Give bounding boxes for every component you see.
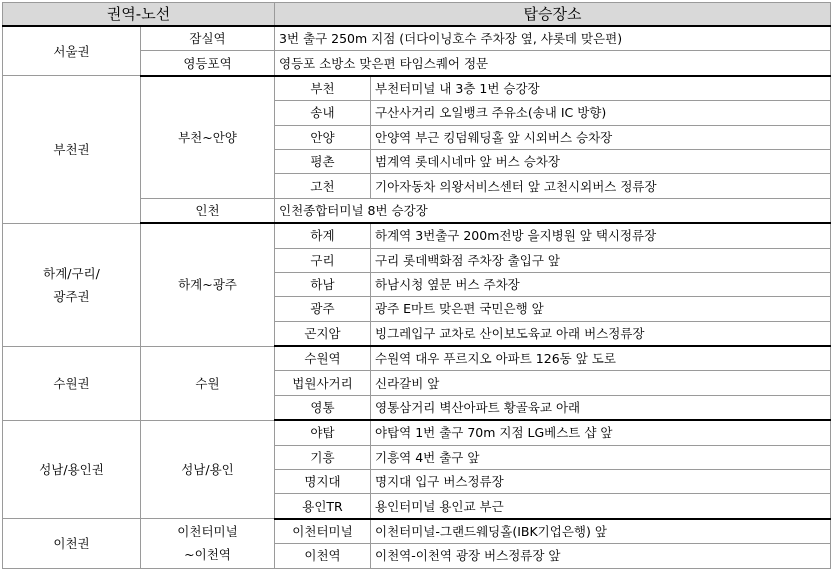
place-cell: 부천터미널 내 3층 1번 승강장 [371, 76, 831, 101]
place-cell: 빙그레입구 교차로 산이보도육교 아래 버스정류장 [371, 321, 831, 346]
route-hagye-gwangju: 하계~광주 [141, 223, 275, 346]
place-cell: 광주 E마트 맞은편 국민은행 앞 [371, 297, 831, 321]
stop-cell: 안양 [275, 125, 371, 149]
place-cell: 구리 롯데백화점 주차장 출입구 앞 [371, 248, 831, 272]
stop-cell: 구리 [275, 248, 371, 272]
region-hagye-guri-gwangju [3, 223, 141, 346]
place-cell: 야탑역 1번 출구 70m 지점 LG베스트 샵 앞 [371, 420, 831, 445]
place-cell: 신라갈비 앞 [371, 371, 831, 395]
place-cell: 기흥역 4번 출구 앞 [371, 445, 831, 469]
header-region-route: 권역-노선 [3, 3, 275, 27]
place-cell: 기아자동차 의왕서비스센터 앞 고천시외버스 정류장 [371, 174, 831, 198]
place-cell: 하남시청 옆문 버스 주차장 [371, 272, 831, 296]
table-row [3, 519, 831, 544]
place-cell: 3번 출구 250m 지점 (더다이닝호수 주차장 옆, 샤롯데 맞은편) [275, 26, 831, 51]
stop-cell: 고천 [275, 174, 371, 198]
place-cell: 명지대 입구 버스정류장 [371, 470, 831, 494]
stop-cell: 하남 [275, 272, 371, 296]
region-icheon: 이천권 [3, 519, 141, 568]
place-cell: 수원역 대우 푸르지오 아파트 126동 앞 도로 [371, 346, 831, 371]
stop-cell: 송내 [275, 101, 371, 125]
table-row [3, 26, 831, 51]
place-cell: 구산사거리 오일뱅크 주유소(송내 IC 방향) [371, 101, 831, 125]
place-cell: 안양역 부근 킹덤웨딩홀 앞 시외버스 승차장 [371, 125, 831, 149]
route-line-1: 이천터미널 [177, 524, 238, 540]
route-incheon: 인천 [141, 198, 275, 223]
stop-cell: 기흥 [275, 445, 371, 469]
table-row [3, 223, 831, 248]
route-cell: 잠실역 [141, 26, 275, 51]
region-bucheon: 부천권 [3, 76, 141, 223]
region-seongnam-yongin: 성남/용인권 [3, 420, 141, 519]
route-icheon [141, 519, 275, 568]
place-cell: 하계역 3번출구 200m전방 을지병원 앞 택시정류장 [371, 223, 831, 248]
stop-cell: 곤지암 [275, 321, 371, 346]
region-line-1: 하계/구리/ [43, 265, 100, 281]
table-row [3, 420, 831, 445]
stop-cell: 법원사거리 [275, 371, 371, 395]
table-row [3, 346, 831, 371]
place-cell: 인천종합터미널 8번 승강장 [275, 198, 831, 223]
stop-cell: 수원역 [275, 346, 371, 371]
place-cell: 영등포 소방소 맞은편 타임스퀘어 정문 [275, 51, 831, 76]
route-seongnam-yongin: 성남/용인 [141, 420, 275, 519]
region-seoul: 서울권 [3, 26, 141, 76]
stop-cell: 이천역 [275, 544, 371, 568]
stop-cell: 이천터미널 [275, 519, 371, 544]
stop-cell: 용인TR [275, 494, 371, 519]
place-cell: 이천역-이천역 광장 버스정류장 앞 [371, 544, 831, 568]
stop-cell: 영통 [275, 395, 371, 420]
stop-cell: 야탑 [275, 420, 371, 445]
place-cell: 영통삼거리 벽산아파트 황골육교 아래 [371, 395, 831, 420]
boarding-location-table [2, 2, 831, 569]
route-cell: 영등포역 [141, 51, 275, 76]
stop-cell: 하계 [275, 223, 371, 248]
table-row [3, 76, 831, 101]
stop-cell: 명지대 [275, 470, 371, 494]
route-line-2: ~이천역 [184, 547, 231, 563]
stop-cell: 광주 [275, 297, 371, 321]
stop-cell: 부천 [275, 76, 371, 101]
region-line-2: 광주권 [53, 288, 90, 304]
place-cell: 범계역 롯데시네마 앞 버스 승차장 [371, 149, 831, 173]
region-suwon: 수원권 [3, 346, 141, 420]
place-cell: 이천터미널-그랜드웨딩홀(IBK기업은행) 앞 [371, 519, 831, 544]
stop-cell: 평촌 [275, 149, 371, 173]
header-boarding-place: 탑승장소 [275, 3, 831, 27]
route-suwon: 수원 [141, 346, 275, 420]
route-bucheon-anyang: 부천~안양 [141, 76, 275, 198]
table-header-row [3, 3, 831, 27]
place-cell: 용인터미널 용인교 부근 [371, 494, 831, 519]
